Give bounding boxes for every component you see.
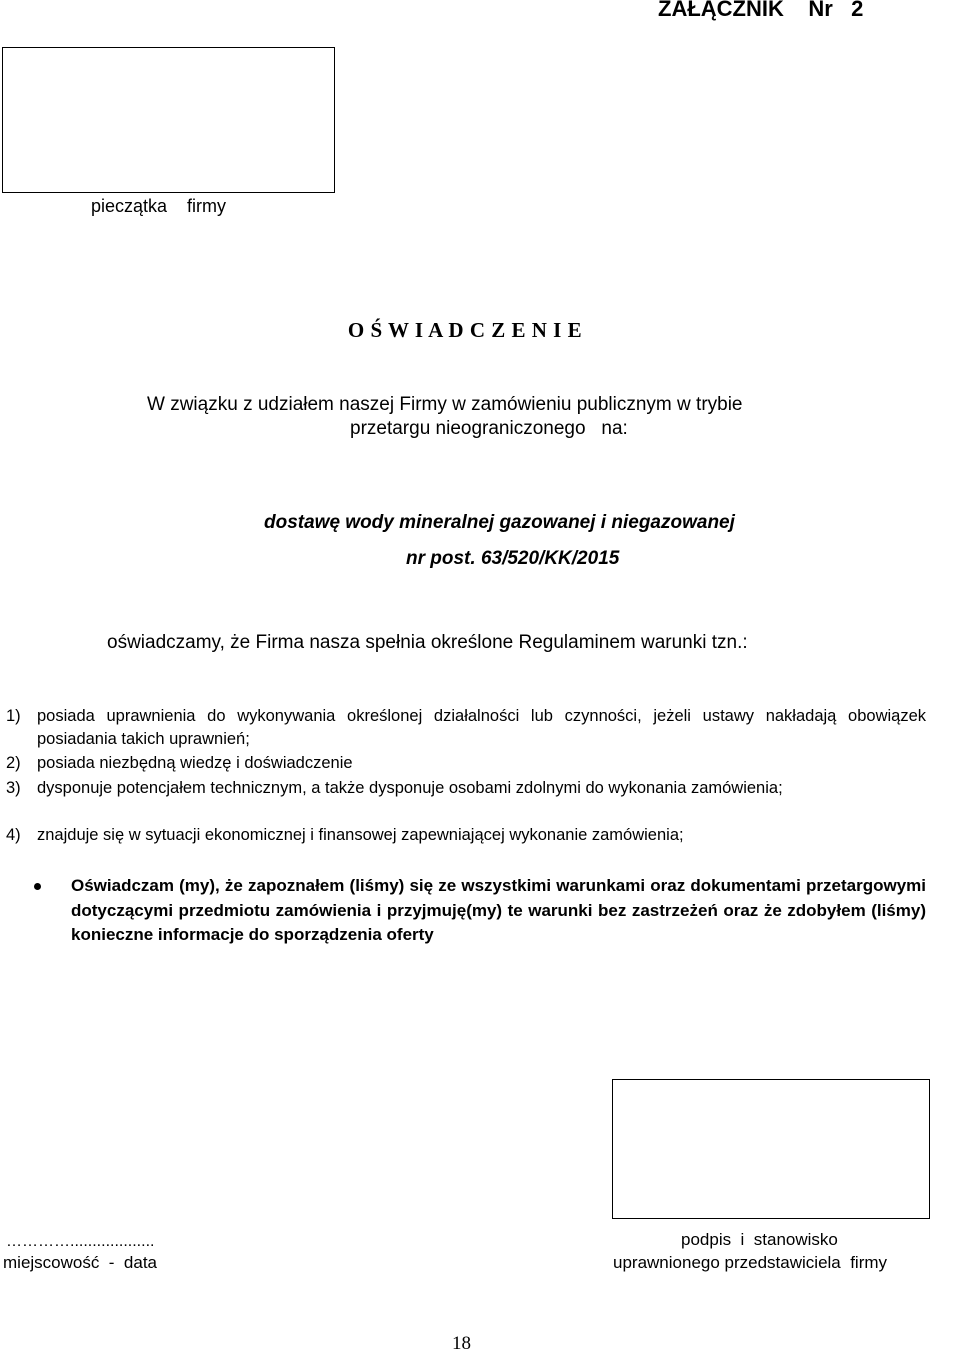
- condition-item-3: [6, 777, 926, 800]
- intro-line-1: W związku z udziałem naszej Firmy w zamówieniu publicznym w trybie: [147, 394, 743, 415]
- condition-text: posiada niezbędną wiedzę i doświadczenie: [37, 754, 353, 772]
- condition-text: znajduje się w sytuacji ekonomicznej i finansowej zapewniającej wykonanie zamówienia;: [37, 826, 684, 844]
- signature-box: [612, 1079, 930, 1219]
- condition-text: dysponuje potencjałem technicznym, a także dysponuje osobami zdolnymi do wykonania zamówienia;: [37, 779, 783, 797]
- condition-item-1: [6, 705, 926, 751]
- document-title: O Ś W I A D C Z E N I E: [347, 318, 583, 342]
- condition-text: posiada uprawnienia do wykonywania określonej działalności lub czynności, jeżeli ustawy nakładają obowiązek posiadania takich uprawnień;: [37, 707, 926, 748]
- bullet-icon: [34, 883, 41, 890]
- signature-label-line-1: podpis i stanowisko: [681, 1230, 838, 1249]
- condition-item-4: [6, 824, 926, 847]
- page-number: 18: [452, 1333, 471, 1354]
- acceptance-statement: Oświadczam (my), że zapoznałem (liśmy) się ze wszystkimi warunkami oraz dokumentami przetargowymi dotyczącymi przedmiotu zamówienia i przyjmuję(my) te warunki bez zastrzeżeń oraz że zdobyłem (liśmy) konieczne informacje do sporządzenia oferty: [71, 876, 926, 944]
- tender-reference-number: nr post. 63/520/KK/2015: [406, 548, 620, 569]
- date-placeholder-dots: …………...................: [6, 1233, 155, 1250]
- company-stamp-label: pieczątka firmy: [91, 196, 227, 216]
- condition-number: 3): [6, 779, 21, 797]
- intro-line-2: przetargu nieograniczonego na:: [350, 418, 628, 439]
- condition-number: 4): [6, 826, 21, 844]
- condition-number: 2): [6, 754, 21, 772]
- condition-item-2: [6, 752, 926, 775]
- condition-number: 1): [6, 707, 21, 725]
- annex-number: ZAŁĄCZNIK Nr 2: [658, 0, 864, 21]
- company-stamp-box: [2, 47, 335, 193]
- tender-subject: dostawę wody mineralnej gazowanej i niegazowanej: [264, 512, 735, 533]
- place-date-label: miejscowość - data: [3, 1253, 157, 1272]
- signature-label-line-2: uprawnionego przedstawiciela firmy: [613, 1253, 888, 1272]
- declaration-line: oświadczamy, że Firma nasza spełnia określone Regulaminem warunki tzn.:: [107, 632, 748, 653]
